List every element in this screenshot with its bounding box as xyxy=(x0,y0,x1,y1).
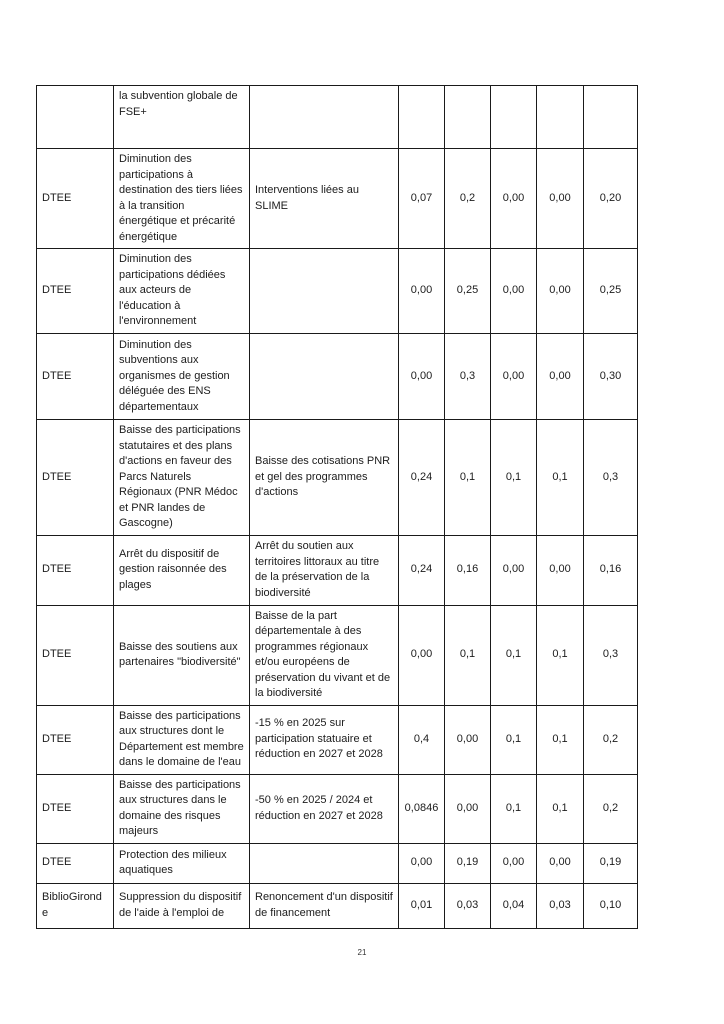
entity-cell: DTEE xyxy=(37,149,114,249)
value-cell: 0,03 xyxy=(445,883,491,928)
value-cell: 0,00 xyxy=(445,774,491,843)
budget-table-body xyxy=(37,86,638,929)
measure-cell: Baisse des soutiens aux partenaires "biodiversité" xyxy=(114,605,250,705)
value-cell: 0,00 xyxy=(537,334,584,420)
value-cell: 0,07 xyxy=(399,149,445,249)
table-row xyxy=(37,705,638,774)
entity-cell: DTEE xyxy=(37,249,114,334)
value-cell: 0,00 xyxy=(491,149,537,249)
detail-cell: -15 % en 2025 sur participation statuaire et réduction en 2027 et 2028 xyxy=(250,705,399,774)
value-cell: 0,0846 xyxy=(399,774,445,843)
value-cell: 0,1 xyxy=(491,774,537,843)
value-cell: 0,1 xyxy=(537,774,584,843)
value-cell: 0,00 xyxy=(491,843,537,883)
value-cell: 0,3 xyxy=(584,420,638,536)
value-cell: 0,00 xyxy=(445,705,491,774)
value-cell: 0,4 xyxy=(399,705,445,774)
value-cell: 0,00 xyxy=(491,249,537,334)
page-number: 21 xyxy=(357,948,367,957)
detail-cell: -50 % en 2025 / 2024 et réduction en 2027 et 2028 xyxy=(250,774,399,843)
detail-cell xyxy=(250,249,399,334)
value-cell: 0,00 xyxy=(537,535,584,605)
table-row xyxy=(37,420,638,536)
entity-cell: DTEE xyxy=(37,535,114,605)
table-row xyxy=(37,535,638,605)
measure-cell: Diminution des participations dédiées aux acteurs de l'éducation à l'environnement xyxy=(114,249,250,334)
value-cell: 0,1 xyxy=(537,705,584,774)
value-cell: 0,2 xyxy=(445,149,491,249)
value-cell: 0,1 xyxy=(491,705,537,774)
value-cell: 0,25 xyxy=(445,249,491,334)
value-cell: 0,1 xyxy=(445,605,491,705)
measure-cell: Baisse des participations statutaires et des plans d'actions en faveur des Parcs Naturels Régionaux (PNR Médoc et PNR landes de Gascogne) xyxy=(114,420,250,536)
value-cell: 0,10 xyxy=(584,883,638,928)
value-cell: 0,00 xyxy=(491,535,537,605)
value-cell: 0,1 xyxy=(491,420,537,536)
value-cell: 0,00 xyxy=(537,843,584,883)
measure-cell: la subvention globale de FSE+ xyxy=(114,86,250,149)
entity-cell: DTEE xyxy=(37,705,114,774)
value-cell xyxy=(584,86,638,149)
table-row xyxy=(37,249,638,334)
table-row xyxy=(37,774,638,843)
detail-cell: Renoncement d'un dispositif de financement xyxy=(250,883,399,928)
value-cell: 0,2 xyxy=(584,774,638,843)
table-row xyxy=(37,334,638,420)
value-cell xyxy=(491,86,537,149)
measure-cell: Baisse des participations aux structures dont le Département est membre dans le domaine de l'eau xyxy=(114,705,250,774)
value-cell: 0,24 xyxy=(399,420,445,536)
value-cell: 0,19 xyxy=(584,843,638,883)
value-cell: 0,1 xyxy=(491,605,537,705)
detail-cell: Baisse de la part départementale à des programmes régionaux et/ou européens de préservation du vivant et de la biodiversité xyxy=(250,605,399,705)
value-cell: 0,3 xyxy=(584,605,638,705)
value-cell: 0,00 xyxy=(399,334,445,420)
value-cell: 0,1 xyxy=(537,605,584,705)
detail-cell xyxy=(250,86,399,149)
measure-cell: Diminution des subventions aux organismes de gestion déléguée des ENS départementaux xyxy=(114,334,250,420)
measure-cell: Suppression du dispositif de l'aide à l'emploi de xyxy=(114,883,250,928)
entity-cell xyxy=(37,86,114,149)
value-cell xyxy=(445,86,491,149)
measure-cell: Baisse des participations aux structures dans le domaine des risques majeurs xyxy=(114,774,250,843)
value-cell: 0,25 xyxy=(584,249,638,334)
value-cell: 0,00 xyxy=(399,843,445,883)
entity-cell: DTEE xyxy=(37,334,114,420)
entity-cell: DTEE xyxy=(37,420,114,536)
value-cell: 0,19 xyxy=(445,843,491,883)
value-cell: 0,16 xyxy=(584,535,638,605)
entity-cell: BiblioGironde xyxy=(37,883,114,928)
value-cell: 0,16 xyxy=(445,535,491,605)
detail-cell xyxy=(250,334,399,420)
measure-cell: Diminution des participations à destination des tiers liées à la transition énergétique et précarité énergétique xyxy=(114,149,250,249)
value-cell xyxy=(399,86,445,149)
value-cell: 0,00 xyxy=(537,249,584,334)
measure-cell: Protection des milieux aquatiques xyxy=(114,843,250,883)
detail-cell: Arrêt du soutien aux territoires littoraux au titre de la préservation de la biodiversité xyxy=(250,535,399,605)
entity-cell: DTEE xyxy=(37,605,114,705)
value-cell xyxy=(537,86,584,149)
value-cell: 0,1 xyxy=(445,420,491,536)
value-cell: 0,00 xyxy=(399,605,445,705)
table-row xyxy=(37,86,638,149)
value-cell: 0,04 xyxy=(491,883,537,928)
value-cell: 0,1 xyxy=(537,420,584,536)
table-row xyxy=(37,149,638,249)
entity-cell: DTEE xyxy=(37,843,114,883)
detail-cell: Baisse des cotisations PNR et gel des programmes d'actions xyxy=(250,420,399,536)
table-row xyxy=(37,605,638,705)
value-cell: 0,00 xyxy=(491,334,537,420)
value-cell: 0,30 xyxy=(584,334,638,420)
value-cell: 0,01 xyxy=(399,883,445,928)
value-cell: 0,20 xyxy=(584,149,638,249)
value-cell: 0,00 xyxy=(537,149,584,249)
value-cell: 0,24 xyxy=(399,535,445,605)
value-cell: 0,00 xyxy=(399,249,445,334)
table-row xyxy=(37,843,638,883)
entity-cell: DTEE xyxy=(37,774,114,843)
detail-cell: Interventions liées au SLIME xyxy=(250,149,399,249)
value-cell: 0,3 xyxy=(445,334,491,420)
table-row xyxy=(37,883,638,928)
value-cell: 0,2 xyxy=(584,705,638,774)
detail-cell xyxy=(250,843,399,883)
value-cell: 0,03 xyxy=(537,883,584,928)
measure-cell: Arrêt du dispositif de gestion raisonnée des plages xyxy=(114,535,250,605)
budget-measures-table xyxy=(36,85,638,929)
